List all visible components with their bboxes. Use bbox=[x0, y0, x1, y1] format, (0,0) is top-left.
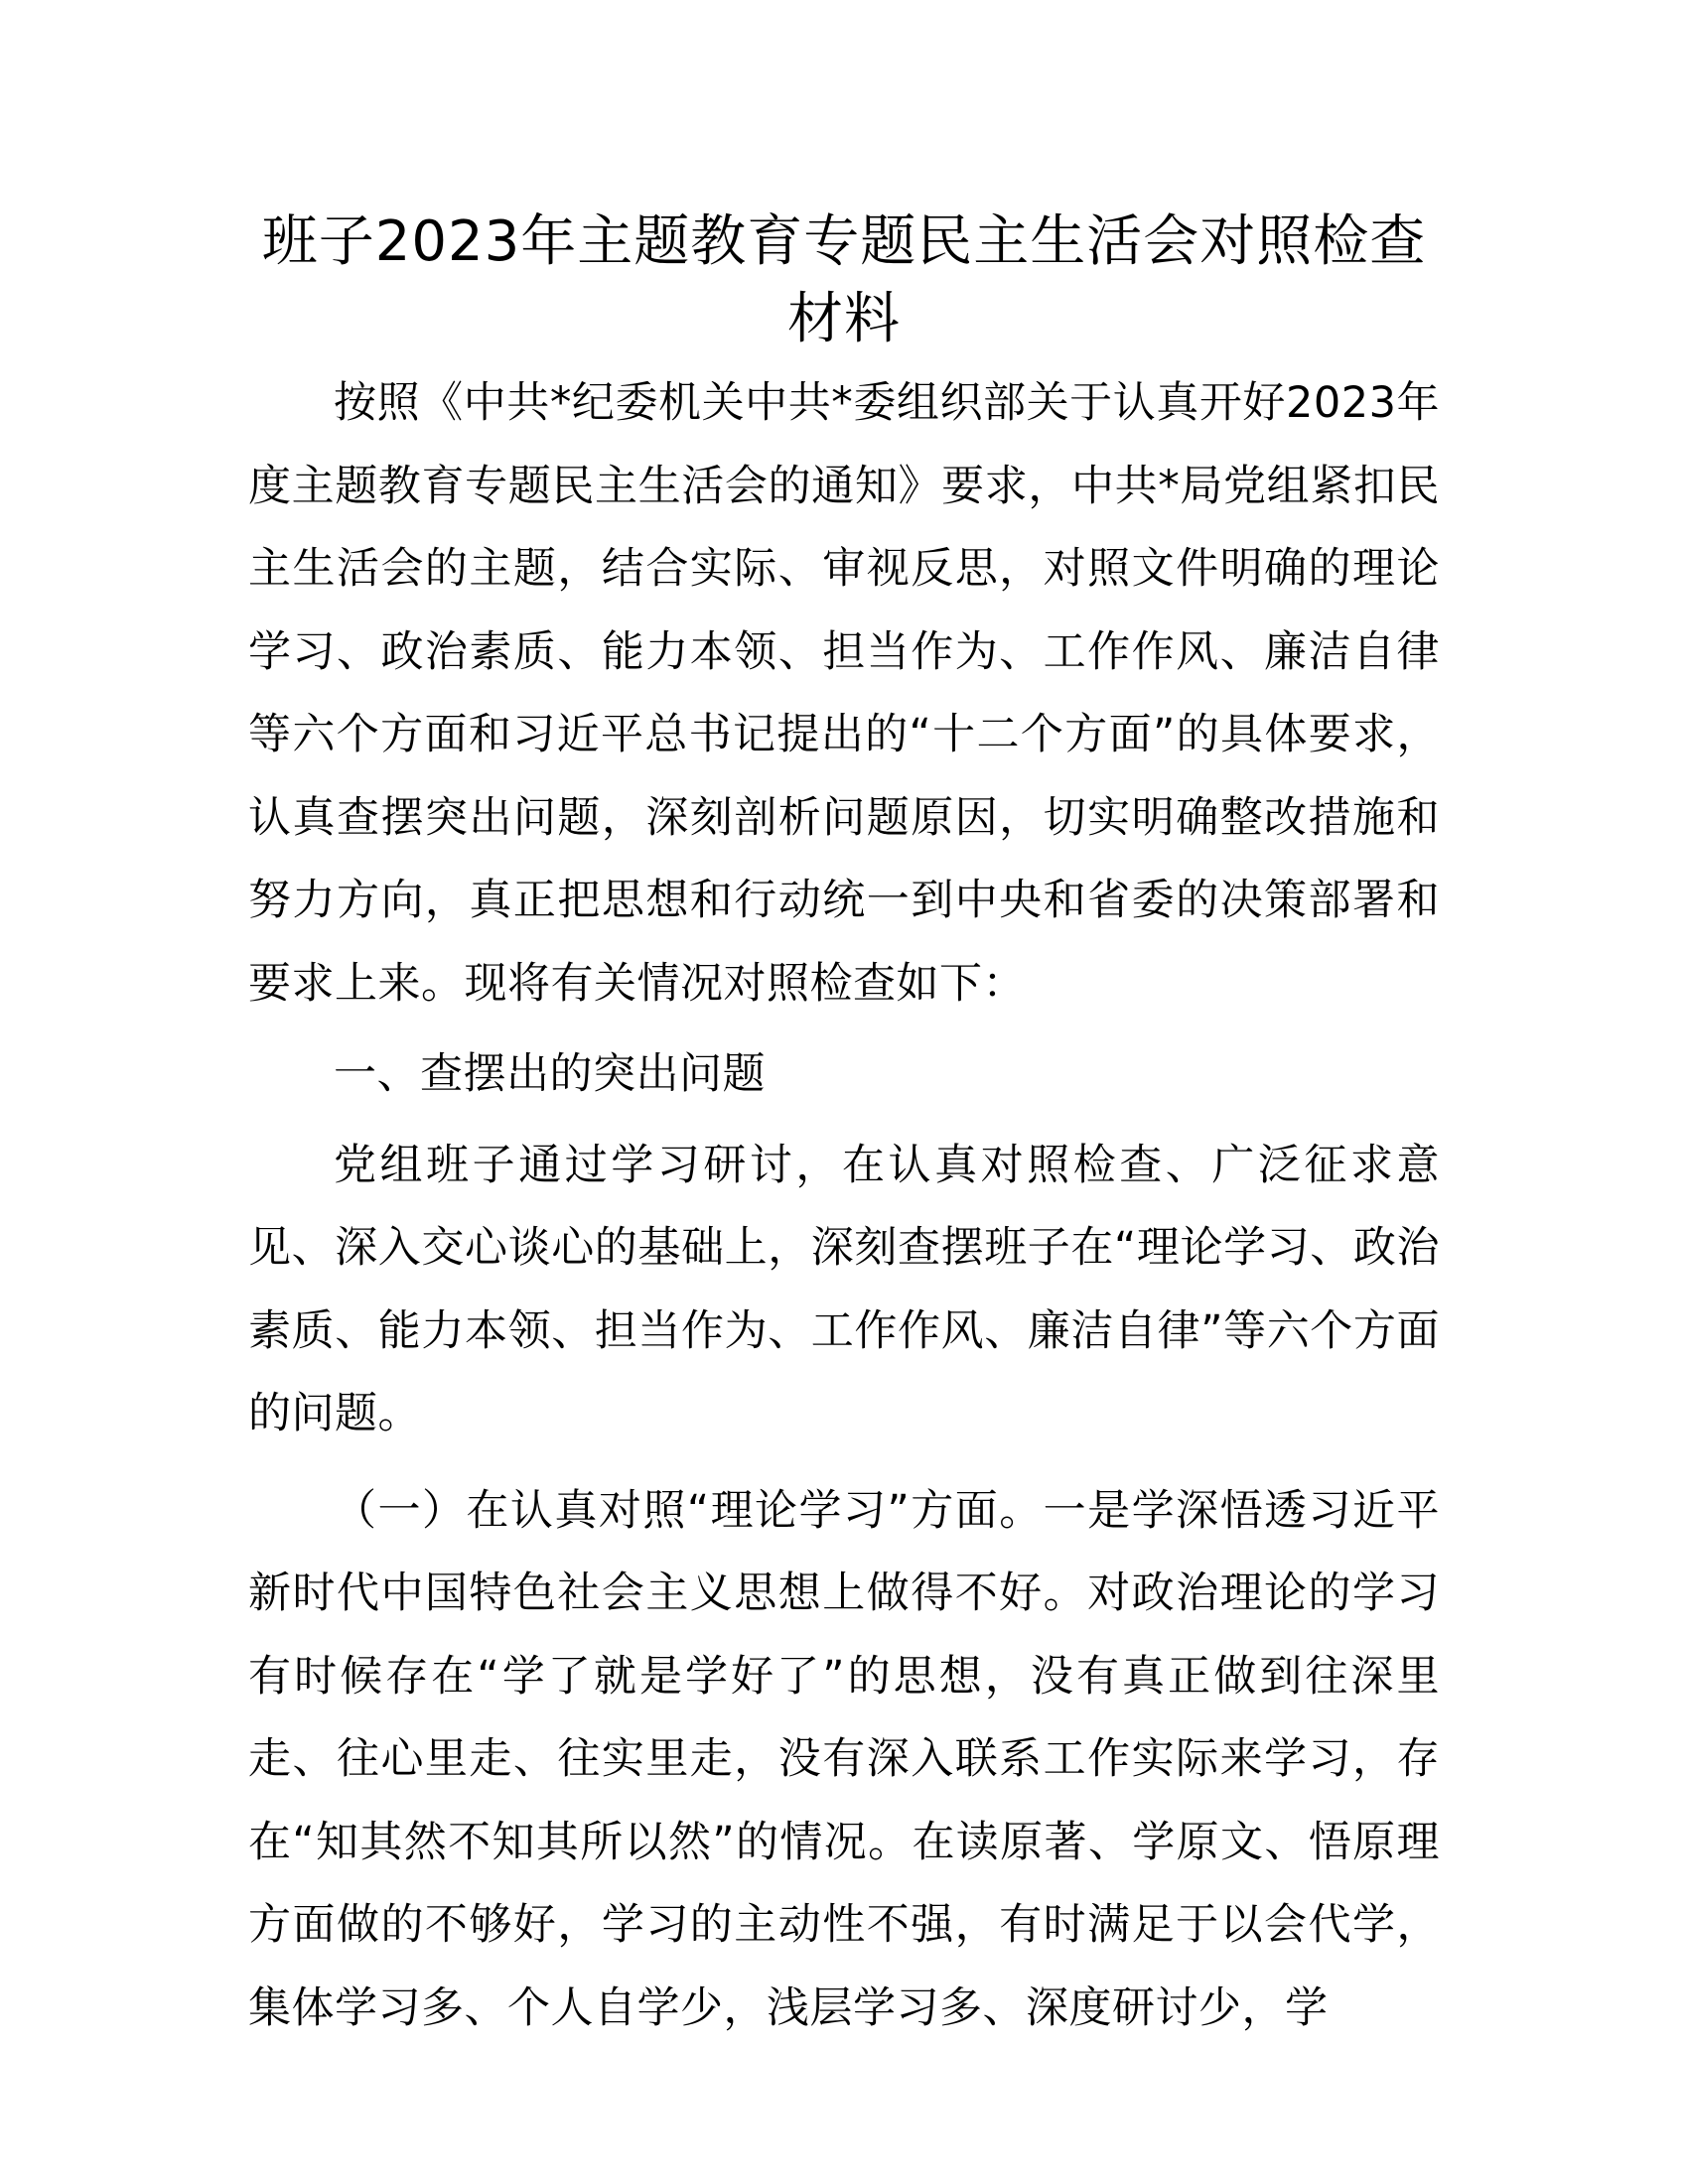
document-body bbox=[248, 362, 1440, 2050]
title-line-1: 班子2023年主题教育专题民主生活会对照检查 bbox=[261, 209, 1427, 274]
section-intro-paragraph: 党组班子通过学习研讨，在认真对照检查、广泛征求意见、深入交心谈心的基础上，深刻查摆班子在“理论学习、政治素质、能力本领、担当作为、工作作风、廉洁自律”等六个方面的问题。 bbox=[248, 1140, 1440, 1438]
subsection-paragraph: （一）在认真对照“理论学习”方面。一是学深悟透习近平新时代中国特色社会主义思想上做得不好。对政治理论的学习有时候存在“学了就是学好了”的思想，没有真正做到往深里走、往心里走、往实里走，没有深入联系工作实际来学习，存在“知其然不知其所以然”的情况。在读原著、学原文、悟原理方面做的不够好，学习的主动性不强，有时满足于以会代学，集体学习多、个人自学少，浅层学习多、深度研讨少，学 bbox=[248, 1485, 1440, 2033]
section-heading: 一、查摆出的突出问题 bbox=[334, 1049, 766, 1099]
document-title bbox=[248, 204, 1440, 358]
intro-paragraph: 按照《中共*纪委机关中共*委组织部关于认真开好2023年度主题教育专题民主生活会的通知》要求，中共*局党组紧扣民主生活会的主题，结合实际、审视反思，对照文件明确的理论学习、政治素质、能力本领、担当作为、工作作风、廉洁自律等六个方面和习近平总书记提出的“十二个方面”的具体要求，认真查摆突出问题，深刻剖析问题原因，切实明确整改措施和努力方向，真正把思想和行动统一到中央和省委的决策部署和要求上来。现将有关情况对照检查如下： bbox=[248, 378, 1440, 1009]
title-line-2: 材料 bbox=[787, 287, 901, 351]
